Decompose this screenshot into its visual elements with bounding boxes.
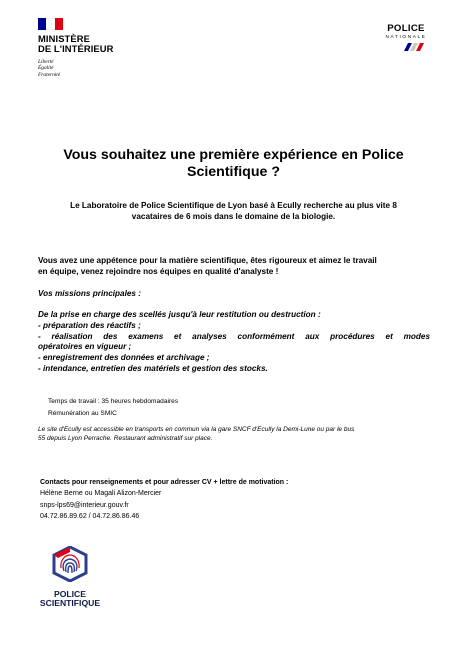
missions-lead: De la prise en charge des scellés jusqu'à leur restitution ou destruction :: [38, 310, 321, 319]
ministry-logo: [38, 18, 118, 78]
recruitment-summary: Le Laboratoire de Police Scientifique de Lyon basé à Ecully recherche au plus vite 8 vacataires de 6 mois dans le domaine de la biologie.: [70, 201, 397, 221]
job-details: [48, 396, 178, 419]
fingerprint-shield-icon: [50, 546, 90, 582]
salary: Rémunération au SMIC: [48, 409, 117, 417]
page-title: Vous souhaitez une première expérience en Police Scientifique ?: [63, 147, 404, 180]
mission-item: - intendance, entretien des matériels et gestion des stocks.: [38, 363, 268, 373]
mission-item: opératoires en vigueur ;: [38, 342, 132, 352]
contact-names: Hélène Berne ou Magali Alizon-Mercier: [40, 490, 162, 498]
republic-motto: Liberté Égalité Fraternité: [38, 59, 61, 78]
police-logo-subtitle: NATIONALE: [385, 34, 427, 39]
missions-heading: Vos missions principales :: [38, 289, 141, 298]
contacts-block: [40, 477, 288, 522]
police-nationale-logo: [378, 24, 434, 51]
working-time: Temps de travail : 35 heures hebdomadaires: [48, 398, 179, 405]
tricolor-stripes-icon: [378, 43, 434, 51]
intro-paragraph: Vous avez une appétence pour la matière scientifique, êtes rigoureux et aimez le travail en équipe, venez rejoindre nos équipes en qualité d'analyste !: [38, 256, 377, 276]
marianne-flag-icon: [38, 18, 63, 30]
mission-item: - enregistrement des données et archivage ;: [38, 353, 210, 363]
ministry-name: MINISTÈRE DE L'INTÉRIEUR: [38, 33, 114, 54]
police-logo-title: POLICE: [387, 23, 425, 34]
police-scientifique-logo: [38, 546, 102, 608]
missions-list: [38, 310, 430, 375]
contact-phones: 04.72.86.89.62 / 04.72.86.86.46: [40, 512, 140, 520]
police-scientifique-title: POLICE SCIENTIFIQUE: [39, 589, 101, 608]
access-info: Le site d'Ecully est accessible en transports en commun via la gare SNCF d'Ecully la Demi-Lune ou par le bus 55 depuis Lyon Perrache. Restaurant administratif sur place.: [38, 426, 355, 442]
mission-item: - réalisation des examens et analyses conformément aux procédures et modes: [38, 331, 430, 341]
contact-email[interactable]: snps-lps69@interieur.gouv.fr: [40, 501, 129, 509]
contacts-title: Contacts pour renseignements et pour adresser CV + lettre de motivation :: [40, 479, 289, 486]
mission-item: - préparation des réactifs ;: [38, 320, 141, 330]
